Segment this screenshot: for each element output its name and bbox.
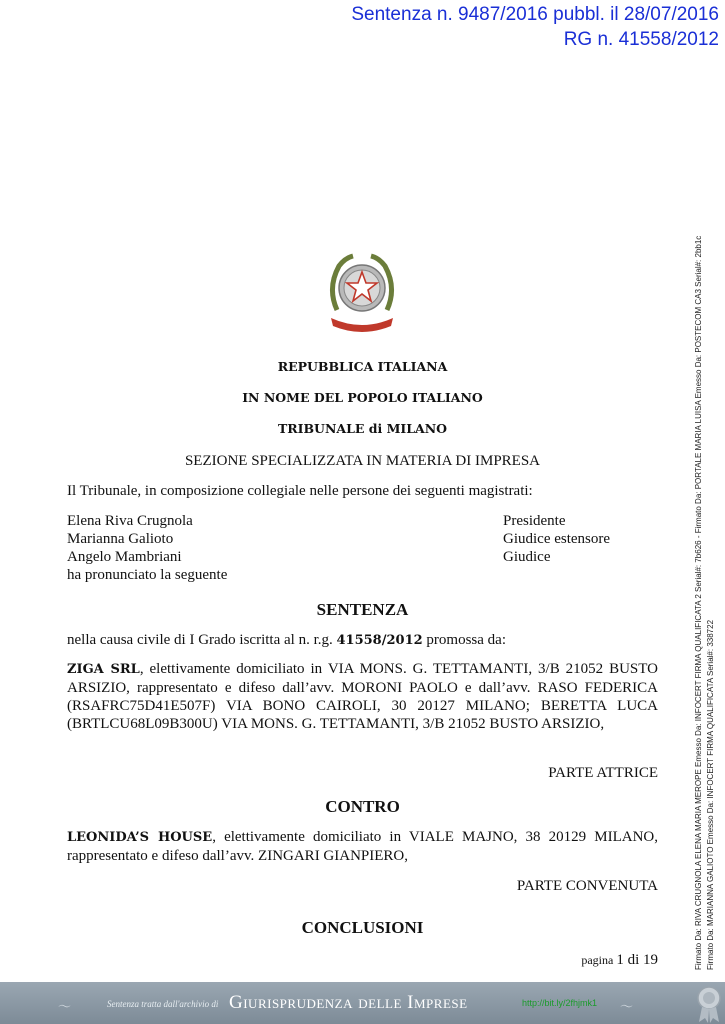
parte-attrice-label: PARTE ATTRICE [548, 765, 658, 781]
convenuta-name: LEONIDA’S HOUSE [67, 830, 213, 845]
judge-name: Angelo Mambriani [67, 549, 182, 565]
judge-name: Elena Riva Crugnola [67, 513, 193, 529]
attrice-name: ZIGA SRL [67, 662, 140, 677]
page-sep: di [623, 952, 643, 968]
attrice-details: , elettivamente domiciliato in VIA MONS. G. TETTAMANTI, 3/B 21052 BUSTO ARSIZIO, rappresentato e difeso dall’avv. MORONI PAOLO e dall’avv. RASO FEDERICA (RSAFRC75D41E507F) VIA BONO CAIROLI, 30 20127 MILANO; BERETTA LUCA (BRTLCU68L09B300U) VIA MONS. G. TETTAMANTI, 3/B 21052 BUSTO ARSIZIO, [67, 661, 658, 732]
causa-suffix: promossa da: [422, 632, 506, 648]
parte-convenuta-paragraph [67, 828, 658, 865]
ornament-right-icon: 〜 [620, 1000, 634, 1015]
page-prefix: pagina [581, 953, 617, 967]
intro-text: Il Tribunale, in composizione collegiale nelle persone dei seguenti magistrati: [67, 483, 533, 499]
convenuta-details: , elettivamente domiciliato in VIALE MAJNO, 38 20129 MILANO, rappresentato e difeso dall’avv. ZINGARI GIANPIERO, [67, 829, 658, 864]
rg-reference: RG n. 41558/2012 [563, 29, 719, 50]
title-repubblica: REPUBBLICA ITALIANA [277, 359, 448, 374]
footer-banner [0, 982, 725, 1024]
title-sezione: SEZIONE SPECIALIZZATA IN MATERIA DI IMPRESA [184, 453, 541, 469]
judge-role: Presidente [503, 513, 566, 529]
judge-name: Marianna Galioto [67, 531, 174, 547]
parte-convenuta-label: PARTE CONVENUTA [516, 878, 658, 894]
pronounced-text: ha pronunciato la seguente [67, 567, 228, 583]
footer-brand: Giurisprudenza delle Imprese [229, 992, 468, 1013]
title-tribunale: TRIBUNALE di MILANO [277, 421, 448, 436]
archive-note: Sentenza tratta dall'archivio di [107, 999, 219, 1009]
footer-url-link[interactable]: http://bit.ly/2fhjmk1 [522, 998, 598, 1008]
causa-number: 41558/2012 [336, 633, 423, 648]
causa-prefix: nella causa civile di I Grado iscritta al n. r.g. [67, 632, 337, 648]
judge-role: Giudice [503, 549, 551, 565]
page-number [581, 952, 658, 969]
sentenza-heading: SENTENZA [316, 600, 409, 619]
parte-attrice-paragraph [67, 660, 658, 733]
signature-line-2: Firmato Da: MARIANNA GALIOTO Emesso Da: INFOCERT FIRMA QUALIFICATA Serial#: 338722 [706, 619, 715, 970]
document-reference [351, 2, 719, 52]
award-seal-icon [694, 984, 724, 1024]
judge-role: Giudice estensore [503, 531, 611, 547]
ornament-left-icon: 〜 [58, 1000, 72, 1015]
sentenza-reference: Sentenza n. 9487/2016 pubbl. il 28/07/2016 [351, 4, 719, 25]
causa-line [67, 631, 506, 650]
page-current: 1 [616, 952, 624, 968]
repubblica-italiana-emblem-icon [323, 248, 401, 334]
page-total: 19 [643, 952, 658, 968]
conclusioni-heading: CONCLUSIONI [301, 918, 424, 937]
signature-line-1: Firmato Da: RIVA CRUGNOLA ELENA MARIA MEROPE Emesso Da: INFOCERT FIRMA QUALIFICATA 2 Serial#: 7b626 - Firmato Da: PORTALE MARIA LUISA Emesso Da: POSTECOM CA3 Serial#: 2bb1c [694, 235, 703, 970]
title-popolo: IN NOME DEL POPOLO ITALIANO [242, 390, 483, 405]
contro-heading: CONTRO [325, 797, 400, 816]
